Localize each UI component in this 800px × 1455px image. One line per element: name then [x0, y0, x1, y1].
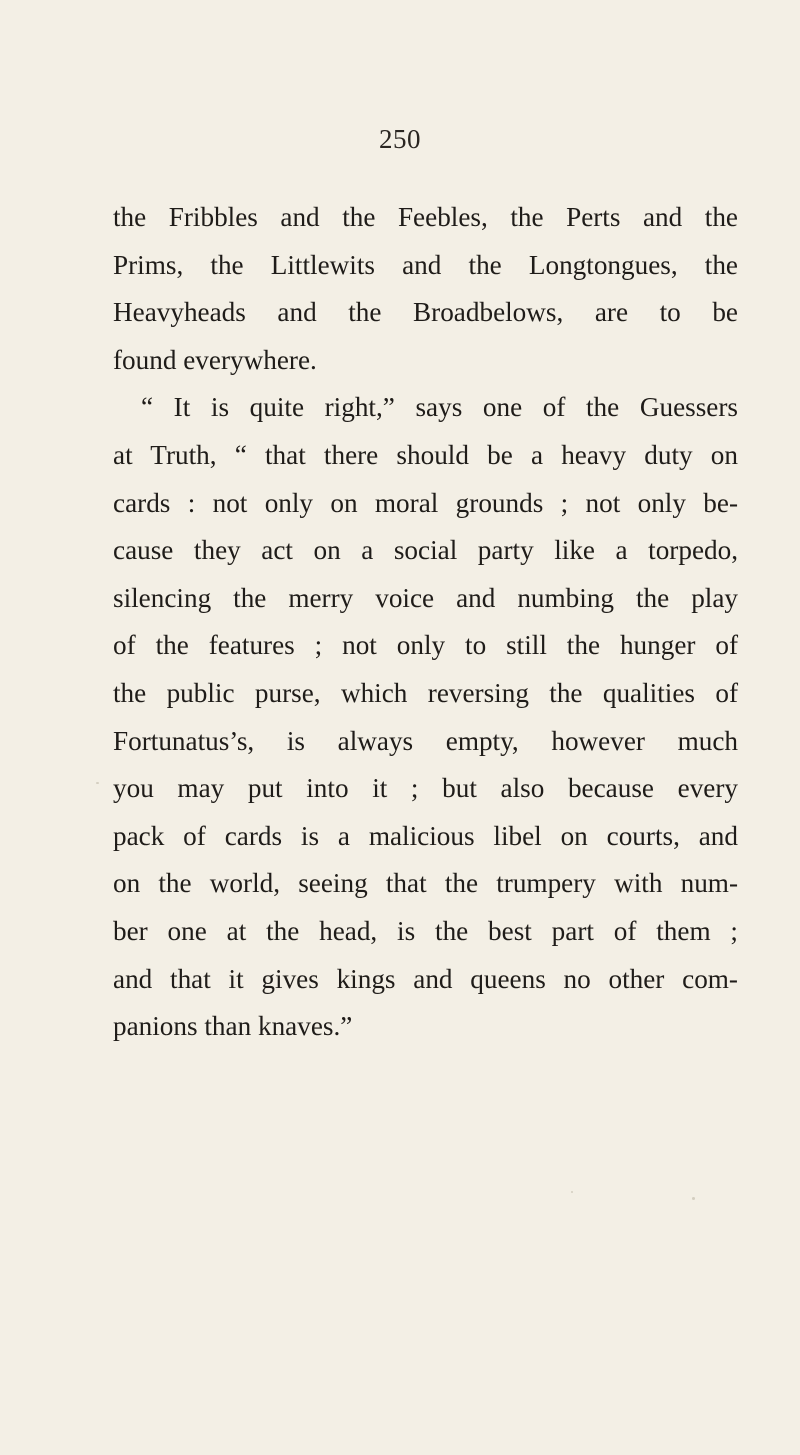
- text-line: you may put into it ; but also because every: [113, 773, 738, 804]
- text-line: panions than knaves.”: [113, 1011, 353, 1042]
- text-line: cause they act on a social party like a torpedo,: [113, 535, 738, 566]
- body-text: [113, 194, 738, 1051]
- text-line: Heavyheads and the Broadbelows, are to be: [113, 297, 738, 328]
- paper-speck: [571, 1191, 573, 1193]
- text-line: found everywhere.: [113, 344, 317, 375]
- text-line: “ It is quite right,” says one of the Guessers: [141, 392, 738, 423]
- text-line: at Truth, “ that there should be a heavy duty on: [113, 439, 738, 470]
- text-line: pack of cards is a malicious libel on courts, and: [113, 820, 738, 851]
- text-line: on the world, seeing that the trumpery with num-: [113, 868, 738, 899]
- paper-speck: [96, 782, 99, 784]
- text-line: Fortunatus’s, is always empty, however much: [113, 725, 738, 756]
- text-line: the Fribbles and the Feebles, the Perts and the: [113, 202, 738, 232]
- text-line: Prims, the Littlewits and the Longtongues, the: [113, 249, 738, 280]
- paper-speck: [692, 1197, 695, 1200]
- text-line: and that it gives kings and queens no other com-: [113, 963, 738, 994]
- page-number: 250: [379, 124, 421, 154]
- text-line: silencing the merry voice and numbing the play: [113, 582, 738, 613]
- text-line: cards : not only on moral grounds ; not only be-: [113, 487, 738, 518]
- text-line: ber one at the head, is the best part of them ;: [113, 915, 738, 946]
- text-line: of the features ; not only to still the hunger of: [113, 630, 738, 661]
- text-line: the public purse, which reversing the qualities of: [113, 677, 738, 708]
